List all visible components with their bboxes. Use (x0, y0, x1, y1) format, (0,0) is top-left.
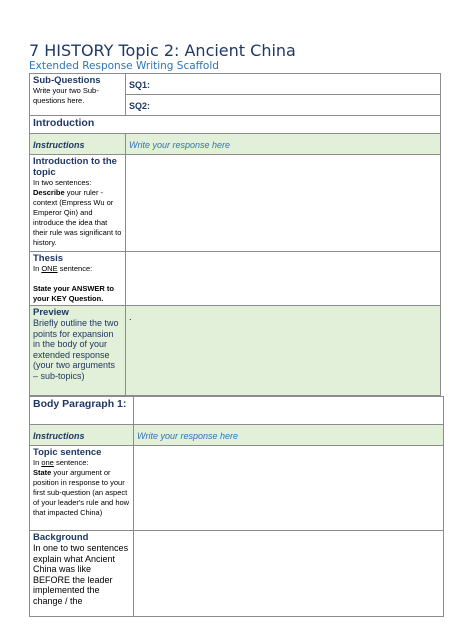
preview-response-cell[interactable] (126, 306, 441, 396)
introduction-heading: Introduction (33, 117, 95, 129)
thesis-instructions (33, 264, 122, 304)
body-paragraph-response-cell[interactable] (134, 397, 444, 425)
background-text: In one to two sentences explain what Ancient China was like BEFORE the leader implemented the change / the (33, 543, 129, 606)
preview-mark: . (129, 312, 132, 322)
intro-topic-response-cell[interactable] (126, 155, 441, 252)
instructions-prompt-2: Write your response here (137, 431, 239, 441)
scaffold-table-body (29, 396, 444, 617)
topic-sentence-one-word: one (41, 458, 54, 467)
introduction-heading-cell (30, 116, 441, 134)
preview-cell (30, 306, 126, 396)
intro-topic-line1: In two sentences: (33, 178, 92, 187)
preview-text: Briefly outline the two points for expansion in the body of your extended response (your two arguments – sub-topics) (33, 318, 119, 381)
topic-sentence-rest: your argument or position in response to your first sub-question (an aspect of your leader's rule and how that impacted China) (33, 468, 130, 517)
thesis-sentence-word: sentence: (57, 264, 93, 273)
thesis-response-cell[interactable] (126, 252, 441, 306)
topic-sentence-in-word: In (33, 458, 42, 467)
thesis-label: Thesis (33, 253, 64, 264)
sq2-response-cell[interactable] (126, 95, 441, 116)
document-title: 7 HISTORY Topic 2: Ancient China (29, 41, 296, 60)
thesis-in-word: In (33, 264, 42, 273)
instructions-prompt-cell (126, 134, 441, 155)
intro-topic-cell (30, 155, 126, 252)
instructions-prompt-cell-2 (134, 425, 444, 446)
scaffold-table-intro (29, 73, 441, 396)
sub-questions-label: Sub-Questions (33, 75, 101, 86)
sub-questions-hint: Write your two Sub-questions here. (33, 86, 99, 105)
intro-topic-rest: your ruler - context (Empress Wu or Emperor Qin) and introduce the idea that their rule was significant to history. (33, 188, 122, 247)
instructions-prompt: Write your response here (129, 140, 231, 150)
sq1-response-cell[interactable] (126, 74, 441, 95)
topic-sentence-bold-word: State (33, 468, 52, 477)
preview-label: Preview (33, 307, 69, 318)
background-label: Background (33, 532, 89, 543)
instructions-label-cell (30, 134, 126, 155)
topic-sentence-sentence-word: sentence: (53, 458, 89, 467)
intro-topic-label: Introduction to the topic (33, 156, 117, 178)
thesis-one-word: ONE (41, 264, 58, 273)
intro-topic-instructions (33, 178, 122, 248)
topic-sentence-label: Topic sentence (33, 447, 102, 458)
sq1-label: SQ1: (129, 80, 151, 90)
topic-sentence-response-cell[interactable] (134, 446, 444, 531)
body-paragraph-cell (30, 397, 134, 425)
sq2-label: SQ2: (129, 101, 151, 111)
sub-questions-cell (30, 74, 126, 116)
topic-sentence-cell (30, 446, 134, 531)
topic-sentence-instructions (33, 458, 130, 518)
instructions-label-cell-2 (30, 425, 134, 446)
document-subtitle: Extended Response Writing Scaffold (29, 60, 219, 72)
instructions-label: Instructions (33, 140, 85, 150)
body-paragraph-label: Body Paragraph 1: (33, 398, 127, 410)
instructions-label-2: Instructions (33, 431, 85, 441)
thesis-bold-line: State your ANSWER to your KEY Question. (33, 284, 114, 303)
background-response-cell[interactable] (134, 531, 444, 617)
thesis-cell (30, 252, 126, 306)
intro-topic-bold-word: Describe (33, 188, 65, 197)
background-cell (30, 531, 134, 617)
